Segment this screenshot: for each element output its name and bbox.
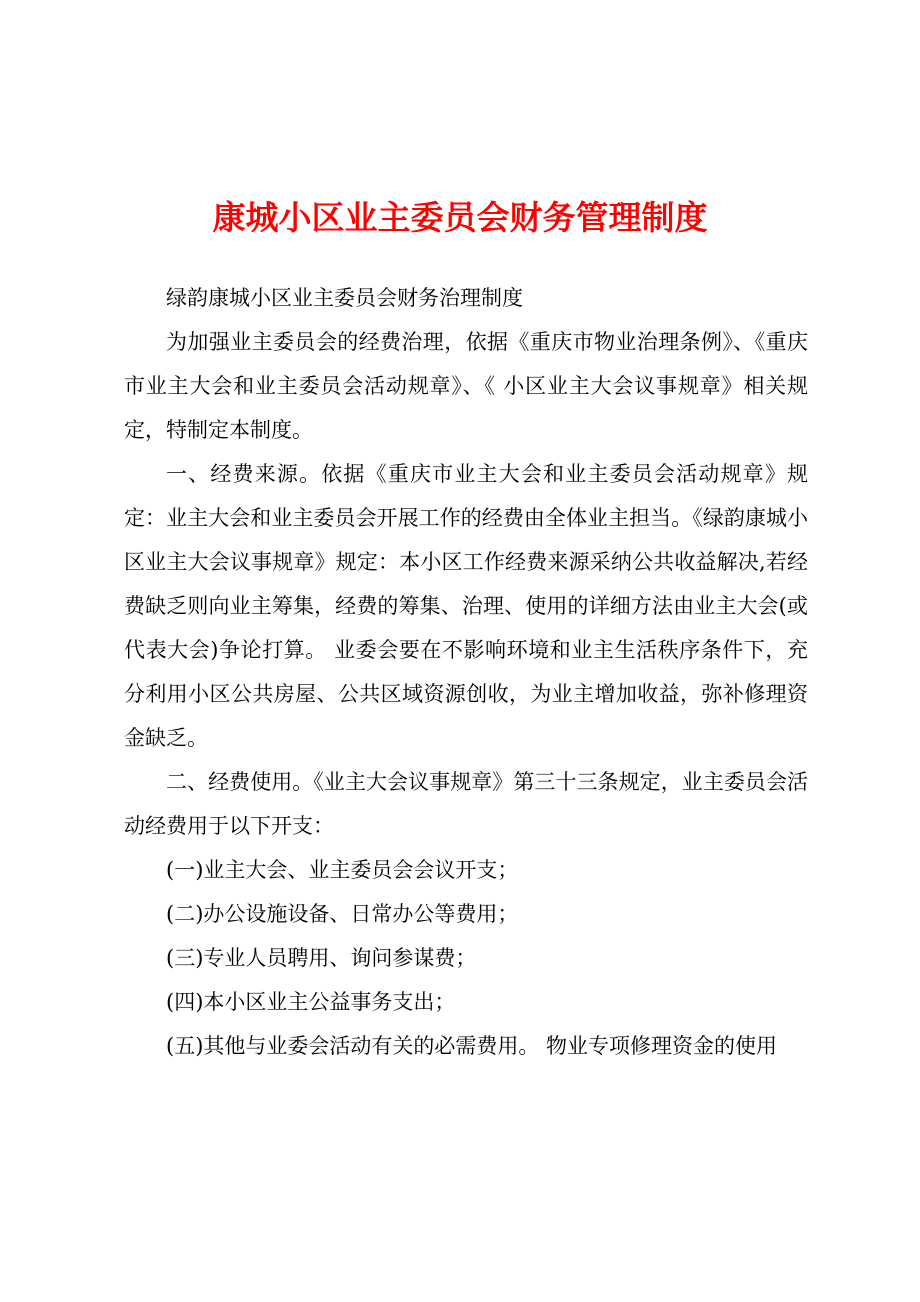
document-body (124, 276, 808, 1068)
document-title: 康城小区业主委员会财务管理制度 (212, 198, 708, 237)
intro-paragraph: 为加强业主委员会的经费治理，依据《重庆市物业治理条例》、《重庆市业主大会和业主委员会活动规章》、《 小区业主大会议事规章》相关规定，特制定本制度。 (124, 330, 808, 442)
funding-source-paragraph: 一、经费来源。依据《重庆市业主大会和业主委员会活动规章》规定：业主大会和业主委员会开展工作的经费由全体业主担当。《绿韵康城小区业主大会议事规章》规定：本小区工作经费来源采纳公共收益解决,若经费缺乏则向业主筹集，经费的筹集、治理、使用的详细方法由业主大会(或代表大会)争论打算。 业委会要在不影响环境和业主生活秩序条件下，充分利用小区公共房屋、公共区域资源创收，为业主增加收益，弥补修理资金缺乏。 (124, 462, 808, 750)
list-item: (四)本小区业主公益事务支出； (166, 990, 456, 1014)
subtitle-paragraph: 绿韵康城小区业主委员会财务治理制度 (166, 286, 523, 310)
funding-use-paragraph: 二、经费使用。《业主大会议事规章》第三十三条规定，业主委员会活动经费用于以下开支： (124, 770, 808, 838)
list-item: (五)其他与业委会活动有关的必需费用。 物业专项修理资金的使用 (166, 1034, 778, 1058)
list-item: (一)业主大会、业主委员会会议开支； (166, 858, 519, 882)
list-item: (二)办公设施设备、日常办公等费用； (166, 902, 519, 926)
list-item: (三)专业人员聘用、询问参谋费； (166, 946, 477, 970)
